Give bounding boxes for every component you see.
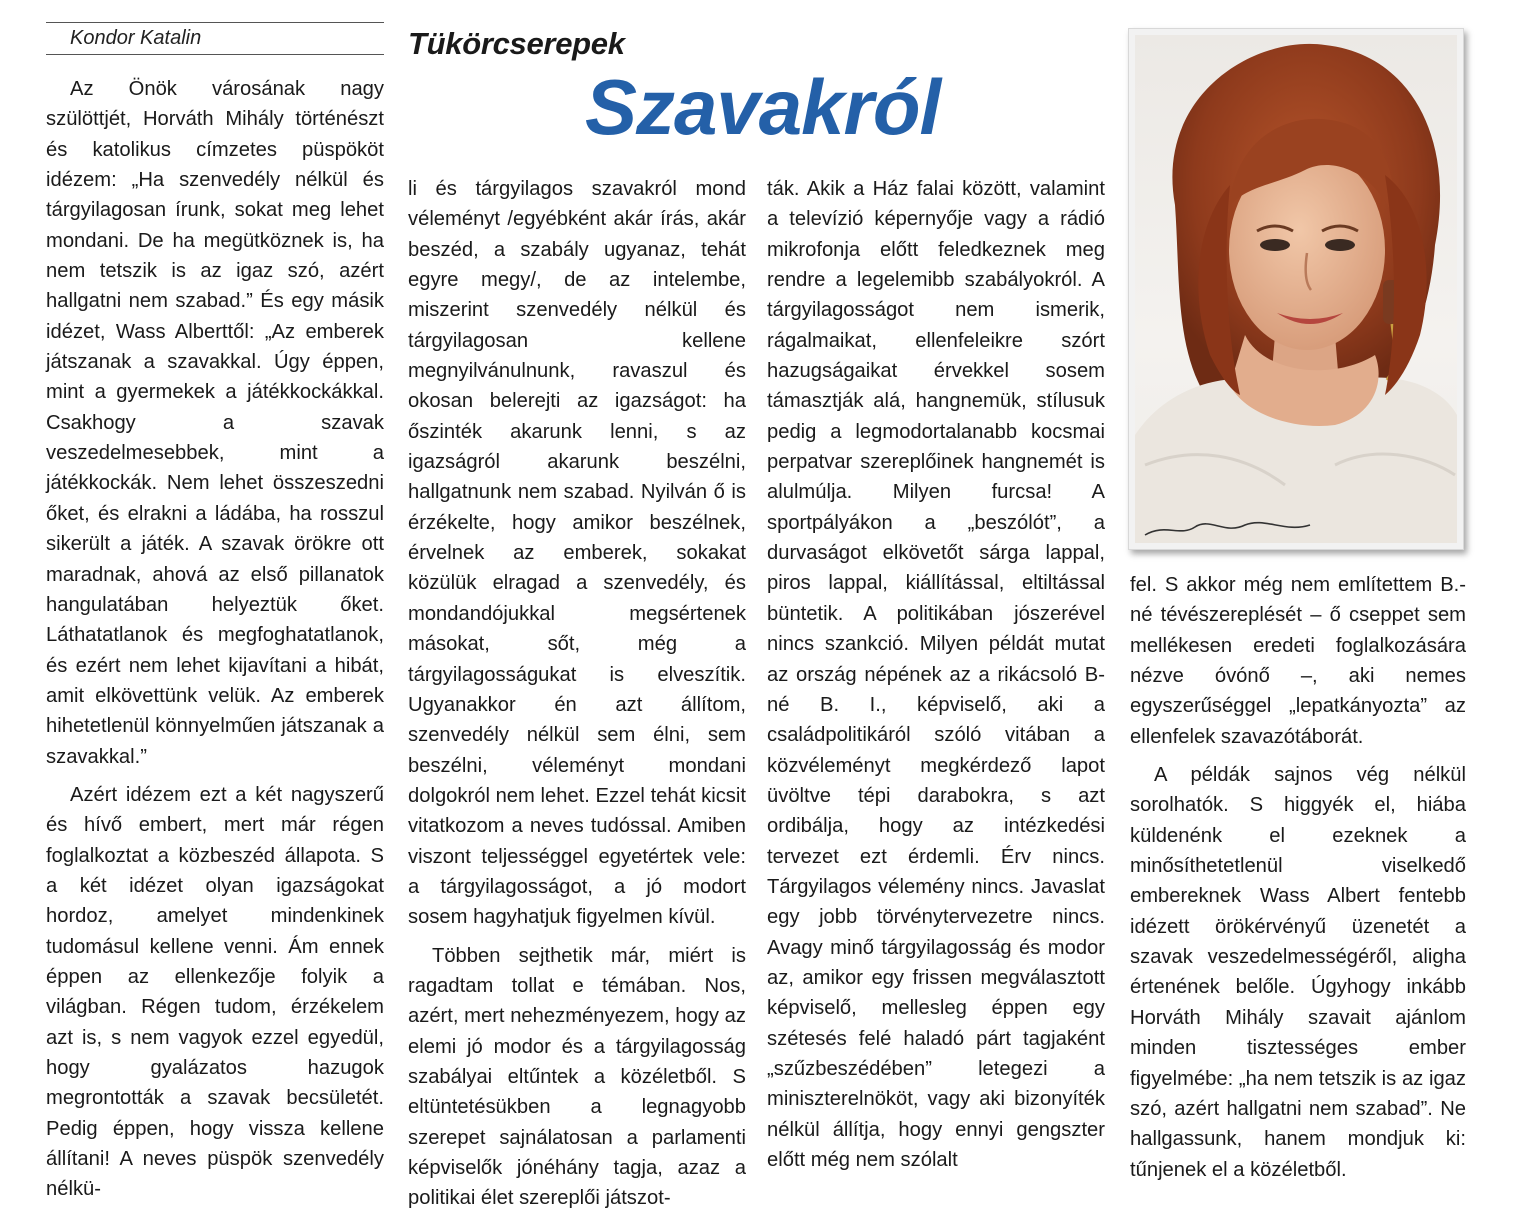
article-headline: Szavakról: [585, 63, 941, 151]
paragraph: A példák sajnos vég nélkül sorolhatók. S higgyék el, hiába küldenénk el ezeknek a minősíthetetlenül viselkedő embereknek Wass Albert fentebb idézett örökérvényű üzenetét a szavak veszedelmességéről, aligha értenének belőle. Úgyhogy inkább Horváth Mihály szavait ajánlom minden tisztességes ember figyelmébe: „ha nem tetszik is az igaz szó, azért hallgatni nem szabad”. Ne hallgassunk, hanem mondjuk ki: tűnjenek el a közéletből.: [1130, 764, 1466, 1181]
paragraph: ták. Akik a Ház falai között, valamint a televízió képernyője vagy a rádió mikrofonja előtt feledkeznek meg rendre a legelemibb szabályokról. A tárgyilagosságot nem ismerik, rágalmaikat, ellenfeleikre szórt hazugságaikat érvekkel sosem támasztják alá, hangnemük, stílusuk pedig a legmodortalanabb kocsmai perpatvar szereplőinek hangnemét is alulmúlja. Milyen furcsa! A sportpályákon a „beszólót”, a durvaságot elkövetőt sárga lappal, piros lappal, kiállítással, eltiltással büntetik. A politikában jószerével nincs szankció. Milyen példát mutat az ország népének az a rikácsoló B-né B. I., képviselő, aki a családpolitikáról szóló vitában a közvéleményt megkérdező lapot üvöltve tépi darabokra, s azt ordibálja, hogy az intézkedési tervezet ezt érdemli. Érv nincs. Tárgyilagos vélemény nincs. Javaslat egy jobb törvénytervezetre nincs. Avagy minő tárgyilagosság és modor az, amikor egy frissen megválasztott képviselő, mellesleg éppen egy szétesés felé haladó párt tagjaként „szűzbeszédében” letegezi a miniszterelnököt, vagy aki bizonyíték nélkül állítja, hogy ennyi gengszter előtt még nem szólalt: [767, 178, 1105, 1171]
author-name: Kondor Katalin: [70, 27, 202, 49]
portrait-photo-icon: [1135, 35, 1457, 543]
article-column-2: [408, 174, 746, 1214]
paragraph: fel. S akkor még nem említettem B.-né tévészereplését – ő cseppet sem mellékesen eredeti foglalkozására nézve óvónő –, aki nemes egyszerűséggel „lepatkányozta” az ellenfelek szavazótáborát.: [1130, 574, 1466, 748]
article-column-3: [767, 174, 1105, 1175]
byline-bar: [46, 22, 384, 55]
article-column-1: [46, 74, 384, 1205]
paragraph: Az Önök városának nagy szülöttjét, Horváth Mihály történészt és katolikus címzetes püspököt idézem: „Ha szenvedély nélkül és tárgyilagosan írunk, sokat meg lehet mondani. De ha megütköznek is, ha nem tetszik is az igaz szó, azért hallgatni nem szabad.” És egy másik idézet, Wass Alberttől: „Az emberek játszanak a szavakkal. Úgy éppen, mint a gyermekek a játékkockákkal. Csakhogy a szavak veszedelmesebbek, mint a játékkockák. Nem lehet összeszedni őket, és elrakni a ládába, ha rosszul sikerült a játék. A szavak örökre ott maradnak, ahová az első pillanatok hangulatában helyeztük őket. Láthatatlanok és megfoghatatlanok, és ezért nem lehet kijavítani a hibát, amit elkövettünk velük. Az emberek hihetetlenül könnyelműen játszanak a szavakkal.”: [46, 78, 384, 768]
paragraph: li és tárgyilagos szavakról mond véleményt /egyébként akár írás, akár beszéd, a szabály ugyanaz, tehát egyre megy/, de az intelembe, miszerint szenvedély nélkül és tárgyilagosan kellene megnyilvánulnunk, ravaszul és okosan belerejti az igazságot: ha őszinték akarunk lenni, s az igazságról akarunk beszélni, hallgatnunk nem szabad. Nyilván ő is érzékelte, hogy amikor beszélnek, érvelnek az emberek, sokakat közülük elragad a szenvedély, és mondandójukkal megsértenek másokat, sőt, még a tárgyilagosságukat is elveszítik. Ugyanakkor én azt állítom, szenvedély nélkül sem élni, sem beszélni, véleményt mondani dolgokról nem lehet. Ezzel tehát kicsit vitatkozom a neves tudóssal. Amiben viszont teljességgel egyetértek vele: a tárgyilagosságot, a jó modort sosem hagyhatjuk figyelmen kívül.: [408, 178, 746, 929]
author-photo-frame: [1128, 28, 1464, 550]
paragraph: Többen sejthetik már, miért is ragadtam tollat e témában. Nos, azért, mert nehezményezem, hogy az elemi jó modor és a tárgyilagosság szabályai eltűntek a közéletből. S eltüntetésükben a legnagyobb szerepet sajnálatosan a parlamenti képviselők jónéhány tagja, azaz a politikai élet szereplői játszot-: [408, 944, 746, 1210]
article-column-4: [1130, 570, 1466, 1185]
paragraph: Azért idézem ezt a két nagyszerű és hívő embert, mert már régen foglalkoztat a közbeszéd állapota. S a két idézet olyan igazságokat hordoz, amelyet mindenkinek tudomásul kellene venni. Ám ennek éppen az ellenkezője folyik a világban. Régen tudom, érzékelem azt is, s nem vagyok ezzel egyedül, hogy gyalázatos hazugok megrontották a szavak becsületét. Pedig éppen, hogy vissza kellene állítani! A neves püspök szenvedély nélkü-: [46, 783, 384, 1201]
series-title: Tükörcserepek: [408, 26, 625, 61]
